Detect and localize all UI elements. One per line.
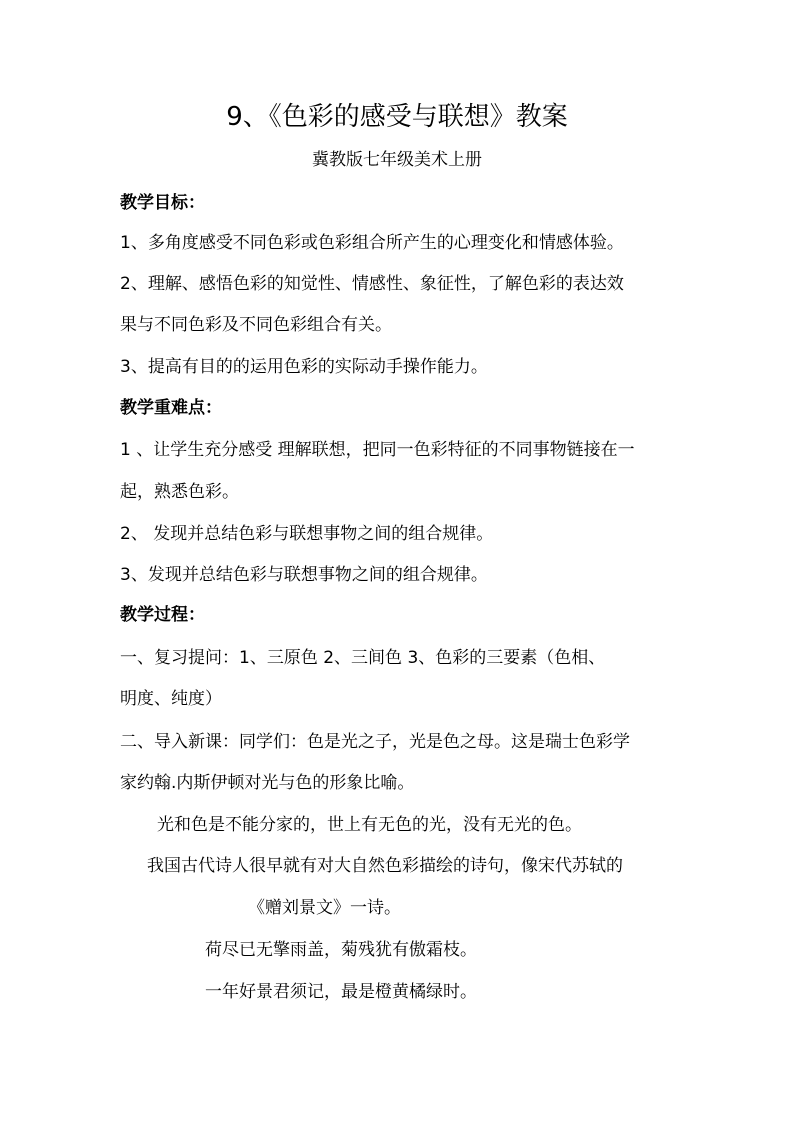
section-heading-process: 教学过程：	[120, 605, 205, 625]
process-line: 明度、纯度）	[120, 689, 222, 709]
document-subtitle: 冀教版七年级美术上册	[312, 150, 482, 170]
key-point-line: 起，熟悉色彩。	[120, 482, 239, 502]
poem-line: 一年好景君须记，最是橙黄橘绿时。	[205, 982, 477, 1002]
process-line: 二、导入新课：同学们：色是光之子，光是色之母。这是瑞士色彩学	[120, 732, 630, 752]
objective-line: 2、理解、感悟色彩的知觉性、情感性、象征性，了解色彩的表达效	[120, 274, 624, 294]
objective-line: 3、提高有目的的运用色彩的实际动手操作能力。	[120, 357, 488, 377]
poem-line: 荷尽已无擎雨盖，菊残犹有傲霜枝。	[205, 940, 477, 960]
key-point-line: 2、 发现并总结色彩与联想事物之间的组合规律。	[120, 524, 494, 544]
process-line: 一、复习提问：1、三原色 2、三间色 3、色彩的三要素（色相、	[120, 648, 606, 668]
key-point-line: 3、发现并总结色彩与联想事物之间的组合规律。	[120, 565, 488, 585]
process-line: 家约翰.内斯伊顿对光与色的形象比喻。	[120, 773, 415, 793]
process-line: 我国古代诗人很早就有对大自然色彩描绘的诗句，像宋代苏轼的	[147, 856, 623, 876]
section-heading-key-points: 教学重难点：	[120, 398, 222, 418]
objective-line: 果与不同色彩及不同色彩组合有关。	[120, 315, 392, 335]
key-point-line: 1 、让学生充分感受 理解联想，把同一色彩特征的不同事物链接在一	[120, 440, 635, 460]
document-title: 9、《色彩的感受与联想》教案	[226, 102, 568, 132]
objective-line: 1、多角度感受不同色彩或色彩组合所产生的心理变化和情感体验。	[120, 233, 624, 253]
poem-title: 《赠刘景文》一诗。	[248, 898, 401, 918]
process-line: 光和色是不能分家的，世上有无色的光，没有无光的色。	[157, 815, 582, 835]
section-heading-objectives: 教学目标：	[120, 193, 205, 213]
